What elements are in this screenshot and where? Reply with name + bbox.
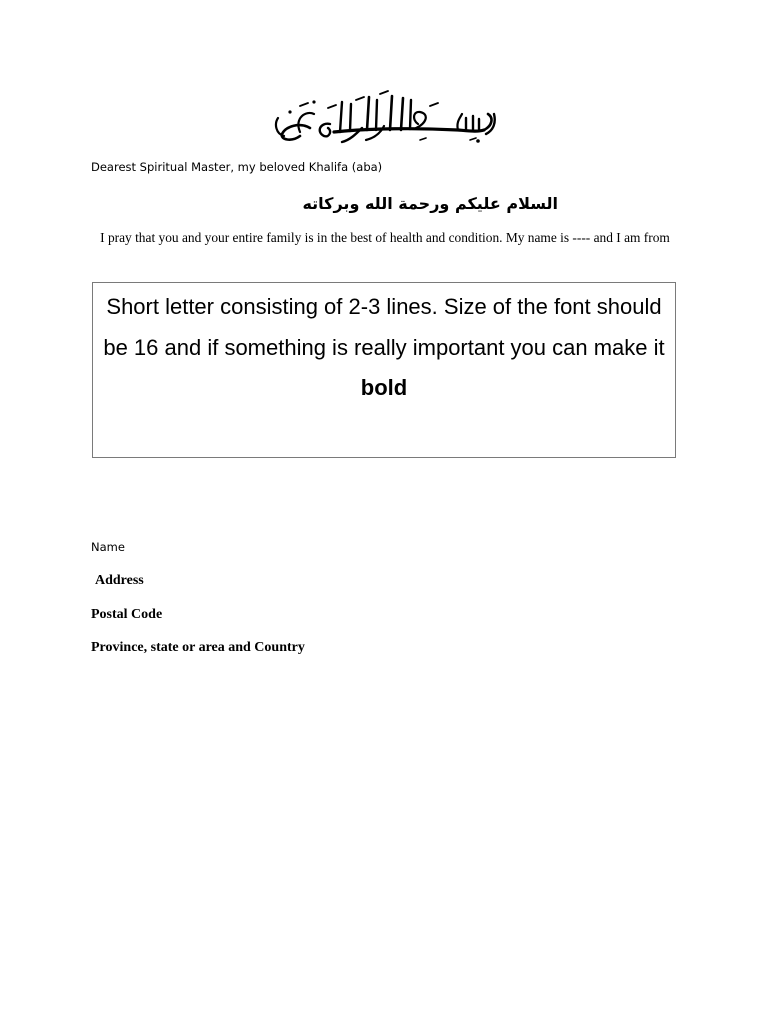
letter-instructions-text: Short letter consisting of 2-3 lines. Size of the font should be 16 and if something is really important you can make it [103, 294, 665, 360]
region-country-label: Province, state or area and Country [91, 640, 305, 655]
arabic-greeting: السلام عليكم ورحمة الله وبركاته [302, 194, 558, 213]
bismillah-calligraphy [270, 88, 500, 146]
bold-word: bold [360, 375, 408, 400]
salutation: Dearest Spiritual Master, my beloved Khalifa (aba) [91, 160, 383, 174]
address-label: Address [95, 573, 144, 588]
letter-instructions-box [92, 282, 676, 458]
postal-code-label: Postal Code [91, 607, 163, 622]
name-label: Name [91, 540, 125, 554]
intro-paragraph: I pray that you and your entire family is in the best of health and condition. My name is ---- and I am from [100, 230, 670, 245]
